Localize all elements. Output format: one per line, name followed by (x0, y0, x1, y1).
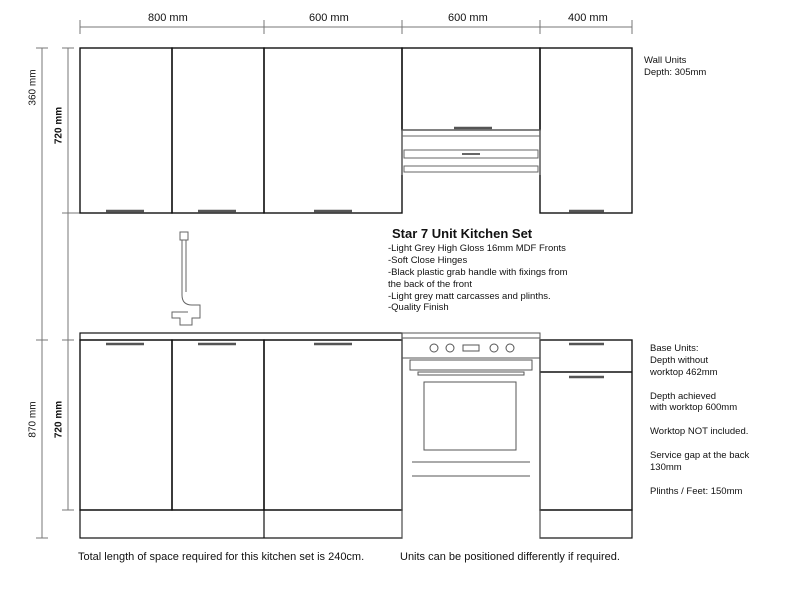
note-line: 130mm (650, 461, 682, 473)
wall-units-notes (644, 55, 706, 79)
wall-handles (106, 128, 604, 211)
feature-item: the back of the front (388, 278, 472, 290)
note-line: Depth: 305mm (644, 66, 707, 78)
feature-item: -Black plastic grab handle with fixings from (388, 266, 568, 278)
note-line (650, 438, 749, 450)
note-line: with worktop 600mm (650, 402, 738, 414)
wall-unit-800-left-door (80, 48, 172, 213)
footer-right-text: Units can be positioned differently if required. (400, 551, 620, 563)
wall-unit-height-label: 720 mm (53, 106, 65, 145)
wall-unit-800-right-door (172, 48, 264, 213)
note-line (650, 474, 749, 486)
plinths (80, 510, 632, 538)
base-unit-800-right-door (172, 340, 264, 510)
base-unit-600 (264, 340, 402, 510)
feature-item: -Soft Close Hinges (388, 254, 468, 266)
base-unit-height-label: 720 mm (53, 400, 65, 439)
feature-item: -Quality Finish (388, 302, 449, 314)
wall-unit-400 (540, 48, 632, 213)
note-line (650, 414, 749, 426)
note-line: Depth without (650, 354, 709, 366)
tap-icon (172, 232, 200, 325)
width-label-400: 400 mm (568, 12, 608, 24)
note-line: Depth achieved (650, 390, 717, 402)
note-line: worktop 462mm (650, 366, 718, 378)
wall-unit-600 (264, 48, 402, 213)
wall-units (80, 48, 632, 213)
note-line: Plinths / Feet: 150mm (650, 485, 743, 497)
width-label-600-b: 600 mm (448, 12, 488, 24)
kit-title: Star 7 Unit Kitchen Set (392, 226, 533, 241)
feature-list (388, 243, 568, 314)
extractor-hood (402, 130, 540, 175)
note-line: Wall Units (644, 55, 687, 66)
note-line: Base Units: (650, 343, 699, 354)
width-label-600-a: 600 mm (309, 12, 349, 24)
wall-height-total-label: 360 mm (27, 69, 39, 106)
cooker (402, 333, 540, 538)
note-line: Service gap at the back (650, 449, 750, 461)
base-unit-400 (540, 340, 632, 510)
base-units-notes (650, 343, 749, 497)
worktop (80, 333, 402, 340)
wall-unit-hood-cabinet (402, 48, 540, 130)
note-line: Worktop NOT included. (650, 426, 749, 438)
feature-item: -Light Grey High Gloss 16mm MDF Fronts (388, 243, 566, 254)
footer-left-text: Total length of space required for this kitchen set is 240cm. (78, 551, 365, 563)
base-height-total-label: 870 mm (27, 401, 39, 438)
width-label-800: 800 mm (148, 12, 188, 24)
feature-item: -Light grey matt carcasses and plinths. (388, 290, 551, 302)
base-unit-800-left-door (80, 340, 172, 510)
base-units (80, 340, 632, 510)
note-line (650, 379, 749, 391)
